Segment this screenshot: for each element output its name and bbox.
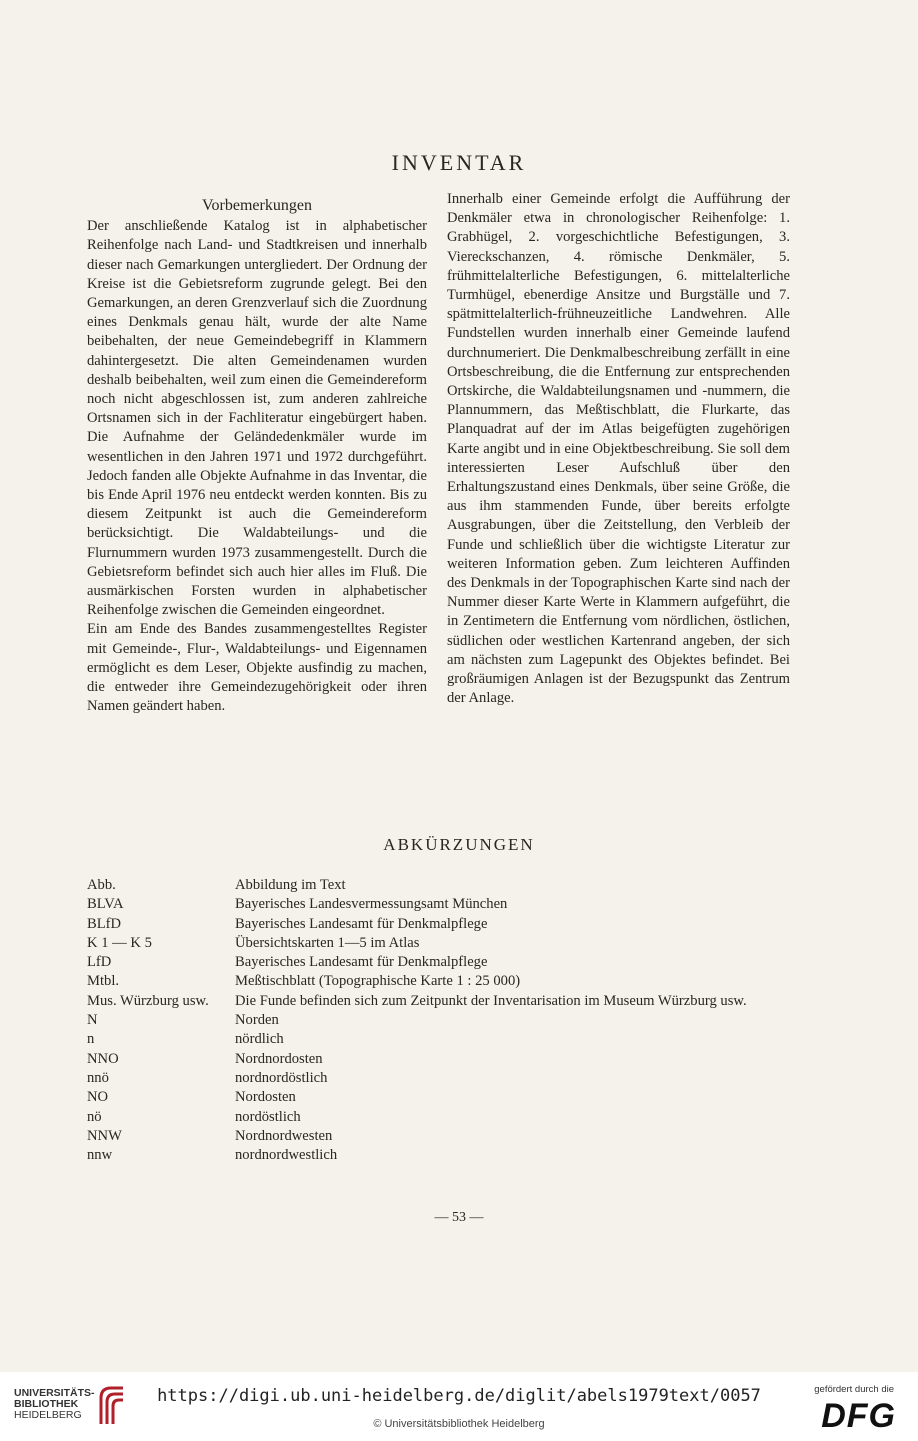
abbreviation-row	[87, 1030, 792, 1049]
abbreviation-row	[87, 953, 792, 972]
abbreviation-key: nnw	[87, 1147, 113, 1164]
paragraph: Ein am Ende des Bandes zusammengestelltes Register mit Gemeinde-, Flur-, Waldabteilungs- und Eigennamen ermöglicht es dem Leser, Objekte ausfindig zu machen, die entweder ihre Gemeindezugehörigkeit oder ihren Namen geändert haben.	[87, 621, 427, 715]
abbreviation-key: Abb.	[87, 877, 116, 893]
abbreviation-row	[87, 972, 792, 991]
abbreviation-value: Die Funde befinden sich zum Zeitpunkt der Inventarisation im Museum Würzburg usw.	[235, 992, 747, 1009]
copyright-text: © Universitätsbibliothek Heidelberg	[373, 1418, 545, 1430]
abbreviation-value: Bayerisches Landesamt für Denkmalpflege	[235, 915, 488, 932]
abbreviation-row	[87, 1108, 792, 1127]
abbreviation-key: BLfD	[87, 915, 122, 932]
paragraph: Der anschließende Katalog ist in alphabetischer Reihenfolge nach Land- und Stadtkreisen und innerhalb dieser nach Gemarkungen untergliedert. Der Ordnung der Kreise ist die Gebietsreform zugrunde gelegt. Bei den Gemarkungen, an deren Grenzverlauf sich die Zuordnung eines Denkmals genau hält, wurde der alte Name beibehalten, der neue Gemeindebegriff in Klammern dahintergesetzt. Die alten Gemeindenamen wurden deshalb beibehalten, weil zum einen die Gemeindereform noch nicht abgeschlossen ist, zum anderen zahlreiche Ortsnamen sich in der Fachliteratur eingebürgert haben. Die Aufnahme der Geländedenkmäler wurde im wesentlichen in den Jahren 1971 und 1972 durchgeführt. Jedoch fanden alle Objekte Aufnahme in das Inventar, die bis Ende April 1976 neu entdeckt werden konnten. Bis zu diesem Zeitpunkt ist auch die Gemeindereform berücksichtigt. Die Waldabteilungs- und die Flurnummern wurden 1973 zusammengestellt. Durch die Gebietsreform befindet sich auch hier alles im Fluß. Die ausmärkischen Forsten wurden in alphabetischer Reihenfolge zwischen die Gemeinden eingeordnet.	[87, 218, 427, 619]
right-column	[447, 190, 790, 708]
abbreviation-key: Mus. Würzburg usw.	[87, 992, 209, 1009]
abbreviation-value: nordöstlich	[235, 1108, 301, 1125]
funded-by-label: gefördert durch die	[814, 1384, 894, 1395]
abbreviation-value: Nordnordwesten	[235, 1127, 333, 1144]
library-name-line: HEIDELBERG	[14, 1409, 82, 1421]
abbreviation-key: BLVA	[87, 896, 124, 913]
abbreviation-row	[87, 1146, 792, 1165]
abbreviation-row	[87, 1050, 792, 1069]
left-column	[87, 196, 427, 716]
abbreviation-key: Mtbl.	[87, 973, 120, 990]
abbreviation-row	[87, 876, 792, 895]
abbreviation-value: nordnordöstlich	[235, 1069, 328, 1086]
abbreviation-value: Übersichtskarten 1—5 im Atlas	[235, 934, 420, 951]
abbreviation-key: NNW	[87, 1127, 122, 1144]
abbreviation-row	[87, 992, 792, 1011]
abbreviation-value: Nordnordosten	[235, 1050, 323, 1067]
viewer-footer	[0, 1372, 918, 1441]
abbreviation-value: Nordosten	[235, 1089, 296, 1106]
document-url-link[interactable]: https://digi.ub.uni-heidelberg.de/diglit/abels1979text/0057	[157, 1386, 761, 1406]
library-name-line: UNIVERSITÄTS-	[14, 1387, 95, 1399]
abbreviation-key: NNO	[87, 1050, 119, 1067]
dfg-logo: DFG	[821, 1397, 896, 1435]
abbreviation-key: nö	[87, 1108, 102, 1125]
abbreviation-row	[87, 915, 792, 934]
abbreviations-list	[87, 876, 792, 1165]
abbreviation-key: K 1 — K 5	[87, 934, 152, 951]
abbreviation-key: NO	[87, 1089, 109, 1106]
abbreviation-row	[87, 1011, 792, 1030]
abbreviation-value: Bayerisches Landesvermessungsamt München	[235, 896, 508, 913]
abbreviations-title: ABKÜRZUNGEN	[383, 835, 535, 854]
abbreviation-value: Meßtischblatt (Topographische Karte 1 : 25 000)	[235, 973, 521, 990]
section-subheading: Vorbemerkungen	[202, 197, 312, 214]
abbreviation-value: nördlich	[235, 1031, 284, 1048]
abbreviation-key: nnö	[87, 1069, 109, 1086]
abbreviation-row	[87, 1127, 792, 1146]
abbreviation-row	[87, 895, 792, 914]
library-name-line: BIBLIOTHEK	[14, 1398, 79, 1410]
abbreviation-key: n	[87, 1031, 95, 1048]
abbreviation-row	[87, 1069, 792, 1088]
page-number: — 53 —	[434, 1210, 484, 1225]
abbreviation-value: Norden	[235, 1012, 279, 1029]
abbreviation-value: Bayerisches Landesamt für Denkmalpflege	[235, 954, 488, 971]
page-title: INVENTAR	[391, 150, 527, 175]
paragraph: Innerhalb einer Gemeinde erfolgt die Aufführung der Denkmäler etwa in chronologischer Reihenfolge: 1. Grabhügel, 2. vorgeschichtliche Befestigungen, 3. Viereckschanzen, 4. römische Denkmäler, 5. frühmittelalterliche Befestigungen, 6. mittelalterliche Turmhügel, ebenerdige Ansitze und Burgställe und 7. spätmittelalterlich-frühneuzeitliche Landwehren. Alle Fundstellen wurden innerhalb einer Gemeinde laufend durchnumeriert. Die Denkmalbeschreibung zerfällt in eine Ortsbeschreibung, die die Entfernung zur entsprechenden Ortskirche, die Waldabteilungsnamen und -nummern, die Plannummern, das Meßtischblatt, die Flurkarte, das Planquadrat auf der im Atlas beigefügten zugehörigen Karte angibt und in eine Objektbeschreibung. Sie soll dem interessierten Leser Aufschluß über den Erhaltungszustand eines Denkmals, über seine Größe, die aus ihm stammenden Funde, über bereits erfolgte Ausgrabungen, über die Zeitstellung, den Verbleib der Funde und schließlich über die wichtigste Literatur zur weiteren Information geben. Zum leichteren Auffinden des Denkmals in der Topographischen Karte sind nach der Nummer dieser Karte Werte in Klammern aufgeführt, die in Zentimetern die Entfernung vom nördlichen, östlichen, südlichen oder westlichen Kartenrand angeben, der sich am nächsten zum Lagepunkt des Objektes befindet. Bei großräumigen Anlagen ist der Bezugspunkt das Zentrum der Anlage.	[447, 191, 790, 707]
abbreviation-value: nordnordwestlich	[235, 1147, 338, 1164]
abbreviation-key: LfD	[87, 954, 112, 971]
abbreviation-key: N	[87, 1012, 98, 1029]
abbreviation-value: Abbildung im Text	[235, 877, 346, 893]
abbreviation-row	[87, 1088, 792, 1107]
abbreviation-row	[87, 934, 792, 953]
